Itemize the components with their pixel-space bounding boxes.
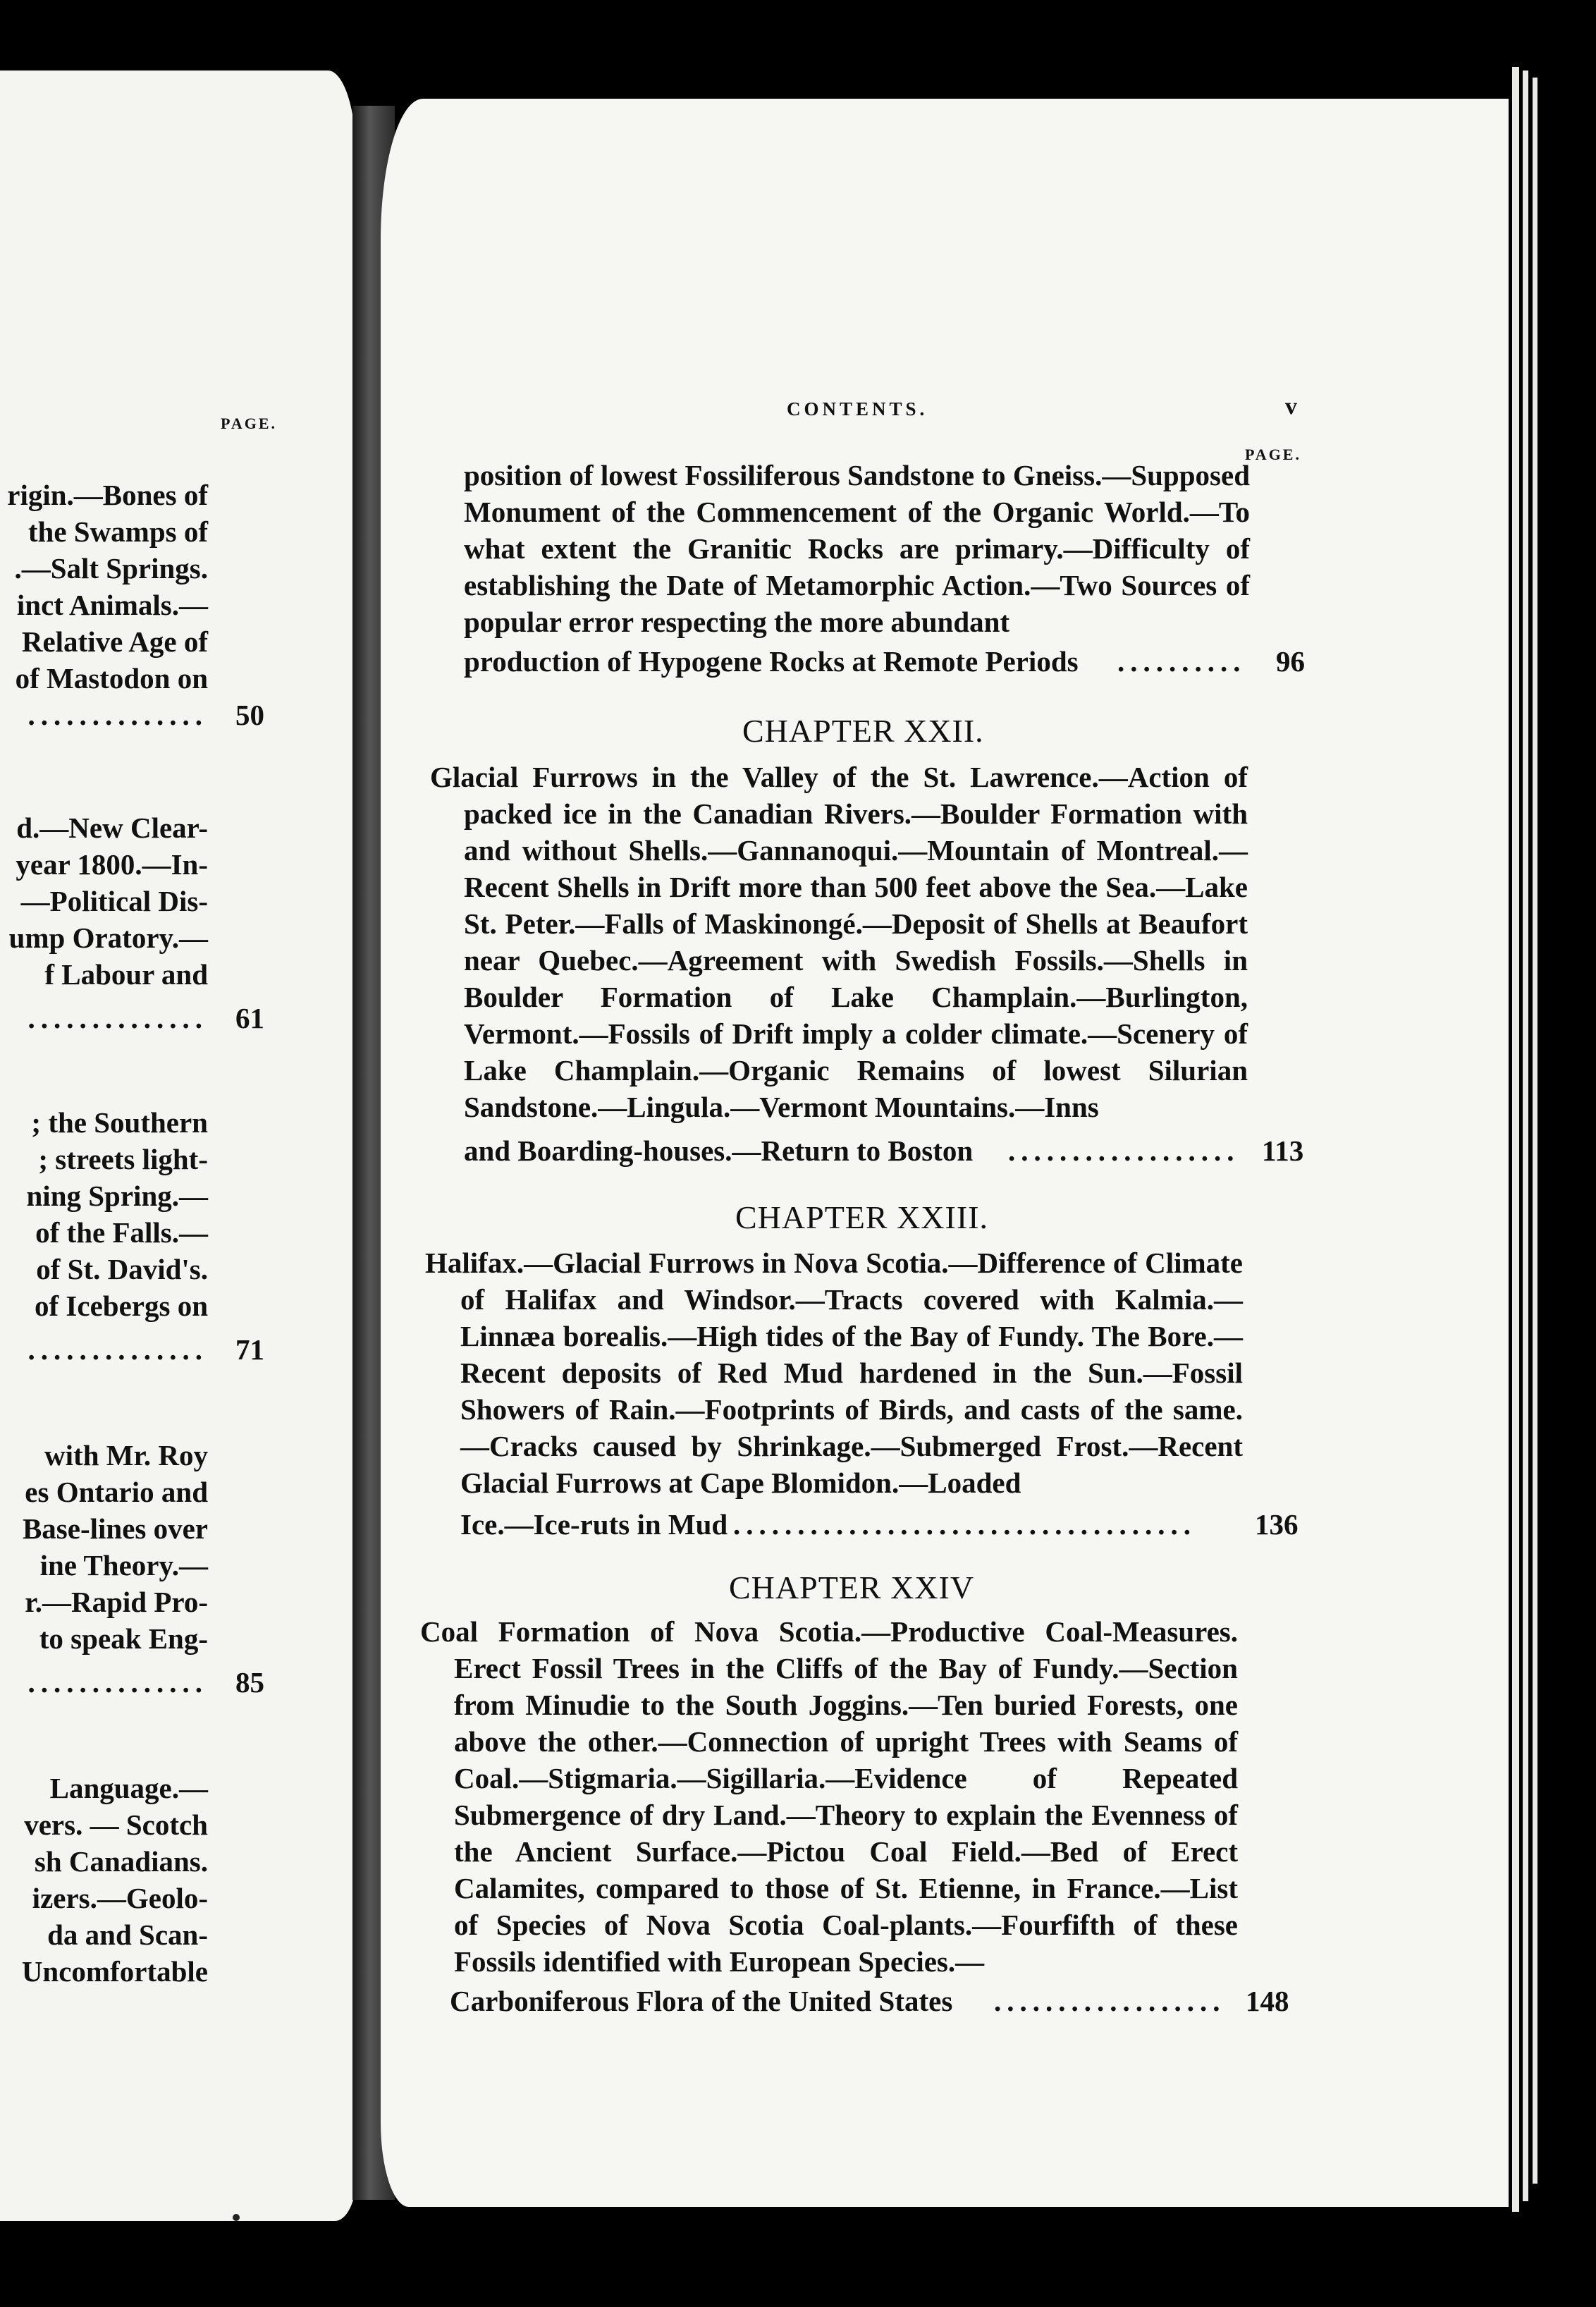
print-speck (233, 2214, 240, 2221)
left-line: with Mr. Roy (44, 1439, 208, 1471)
left-leader: .............. (27, 699, 208, 731)
entry-page-number: 136 (1255, 1508, 1299, 1541)
folio-number: v (1285, 393, 1297, 420)
left-page (0, 71, 356, 2221)
page-column-label: PAGE. (1245, 446, 1301, 463)
left-page-number: 61 (235, 1002, 264, 1034)
left-line: izers.—Geolo- (32, 1882, 208, 1914)
dot-leader: .......... (1117, 645, 1246, 678)
entry-page-number: 148 (1246, 1985, 1289, 2017)
left-line: year 1800.—In- (16, 848, 208, 881)
dot-leader: .................. (1008, 1134, 1240, 1167)
page-edge (1523, 71, 1528, 2201)
page-edge (1512, 67, 1519, 2212)
right-page (381, 99, 1509, 2207)
left-line: f Labour and (44, 958, 208, 991)
contents-entry (420, 1613, 1238, 1980)
left-page-number: 85 (235, 1666, 264, 1699)
left-line: ump Oratory.— (8, 922, 208, 954)
left-line: d.—New Clear- (16, 812, 208, 844)
left-line: the Swamps of (27, 515, 208, 548)
left-page-number: 50 (235, 699, 264, 731)
chapter-heading: CHAPTER XXIII. (735, 1199, 988, 1235)
running-head: CONTENTS. (787, 398, 928, 420)
left-line: Uncomfortable (21, 1955, 208, 1988)
contents-entry-continuation (464, 457, 1250, 640)
entry-last-line: and Boarding-houses.—Return to Boston (464, 1134, 974, 1167)
dot-leader: .................................... (733, 1508, 1196, 1541)
left-line: Relative Age of (21, 625, 208, 658)
contents-entry (430, 759, 1248, 1125)
left-line: inct Animals.— (16, 589, 208, 621)
left-line: vers. — Scotch (24, 1809, 208, 1841)
left-line: rigin.—Bones of (7, 479, 208, 511)
left-line: Language.— (49, 1772, 208, 1804)
left-leader: .............. (27, 1666, 208, 1699)
left-line: to speak Eng- (39, 1622, 208, 1655)
left-line: r.—Rapid Pro- (25, 1586, 208, 1618)
left-line: da and Scan- (47, 1919, 208, 1951)
left-line: .—Salt Springs. (14, 552, 208, 585)
entry-page-number: 113 (1262, 1134, 1304, 1167)
left-line: es Ontario and (25, 1476, 208, 1508)
left-line: Base-lines over (22, 1512, 208, 1545)
left-line: ; the Southern (31, 1106, 208, 1139)
left-line: of Icebergs on (35, 1290, 208, 1322)
entry-text: Glacial Furrows in the Valley of the St. Lawrence.—Action of packed ice in the Canadian Rivers.—Boulder Formation with and without Shells.—Gannanoqui.—Mountain of Montreal.—Recent Shells in Drift more than 500 feet above the Sea.—Lake St. Peter.—Falls of Maskinongé.—Deposit of Shells at Beaufort near Quebec.—Agreement with Swedish Fossils.—Shells in Boulder Formation of Lake Champlain.—Burlington, Vermont.—Fossils of Drift imply a colder climate.—Scenery of Lake Champlain.—Organic Remains of lowest Silurian Sandstone.—Lingula.—Vermont Mountains.—Inns (430, 761, 1248, 1123)
entry-last-line: Ice.—Ice-ruts in Mud (460, 1508, 728, 1541)
chapter-heading: CHAPTER XXIV (729, 1569, 975, 1605)
left-line: of the Falls.— (35, 1216, 208, 1249)
entry-text: Coal Formation of Nova Scotia.—Productive Coal-Measures. Erect Fossil Trees in the Cliffs of the Bay of Fundy.—Section from Minudie to the South Joggins.—Ten buried Forests, one above the other.—Connection of upright Trees with Seams of Coal.—Stigmaria.—Sigillaria.—Evidence of Repeated Submergence of dry Land.—Theory to explain the Evenness of the Ancient Surface.—Pictou Coal Field.—Bed of Erect Calamites, compared to those of St. Etienne, in France.—List of Species of Nova Scotia Coal-plants.—Fourfifth of these Fossils identified with European Species.— (420, 1615, 1238, 1978)
entry-page-number: 96 (1276, 645, 1305, 678)
left-leader: .............. (27, 1002, 208, 1034)
left-line: ine Theory.— (39, 1549, 208, 1581)
left-page-label: PAGE. (221, 415, 277, 432)
left-line: sh Canadians. (34, 1845, 208, 1878)
left-line: ning Spring.— (26, 1180, 208, 1212)
left-line: —Political Dis- (20, 885, 208, 917)
entry-text: Halifax.—Glacial Furrows in Nova Scotia.—Difference of Climate of Halifax and Windsor.—Tracts covered with Kalmia.—Linnæa borealis.—High tides of the Bay of Fundy. The Bore.—Recent deposits of Red Mud hardened in the Sun.—Fossil Showers of Rain.—Footprints of Birds, and casts of the same.—Cracks caused by Shrinkage.—Submerged Frost.—Recent Glacial Furrows at Cape Blomidon.—Loaded (425, 1247, 1243, 1499)
chapter-heading: CHAPTER XXII. (742, 713, 984, 749)
left-page-number: 71 (235, 1333, 264, 1366)
entry-last-line: Carboniferous Flora of the United States (450, 1985, 953, 2017)
left-leader: .............. (27, 1333, 208, 1366)
left-line: of Mastodon on (15, 662, 208, 694)
left-line: of St. David's. (36, 1253, 208, 1285)
left-line: ; streets light- (38, 1143, 208, 1175)
dot-leader: .................. (994, 1985, 1226, 2017)
page-edge (1533, 78, 1537, 2184)
entry-last-line: production of Hypogene Rocks at Remote Periods (464, 645, 1079, 678)
contents-entry (425, 1244, 1243, 1501)
entry-text: position of lowest Fossiliferous Sandstone to Gneiss.—Supposed Monument of the Commencement of the Organic World.—To what extent the Granitic Rocks are primary.—Difficulty of establishing the Date of Metamorphic Action.—Two Sources of popular error respecting the more abundant (464, 459, 1250, 638)
